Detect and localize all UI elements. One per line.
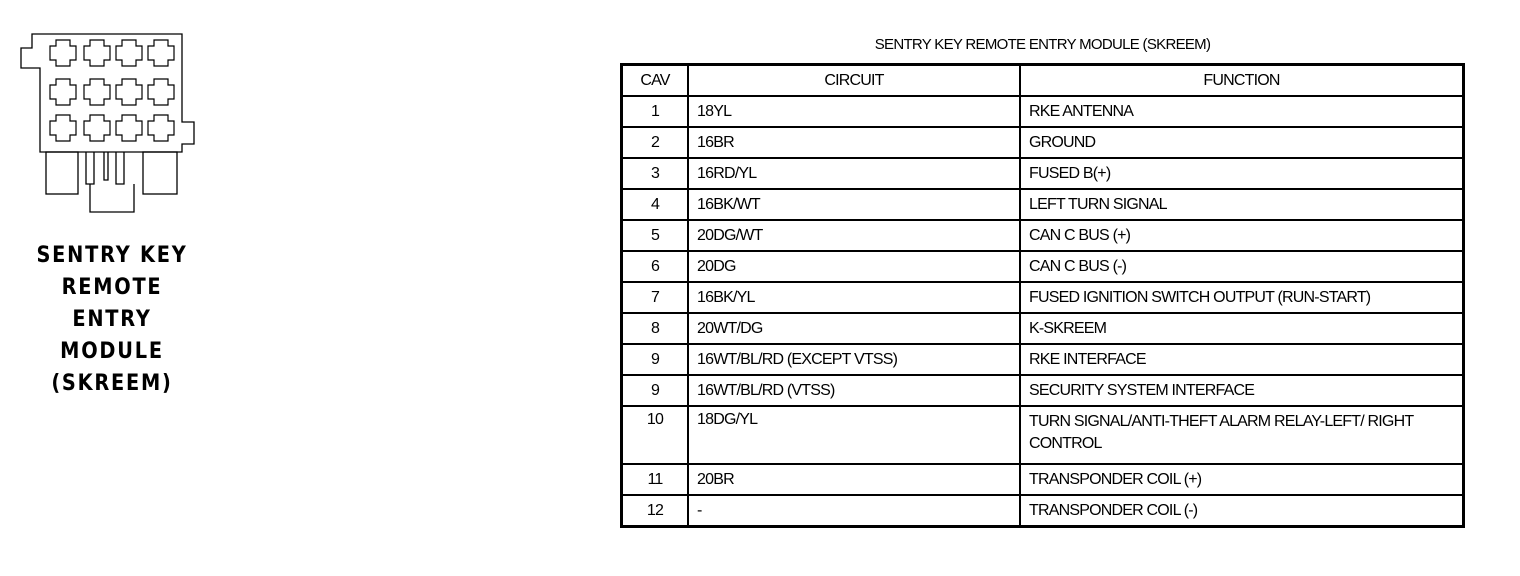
- cell-function: FUSED IGNITION SWITCH OUTPUT (RUN-START): [1020, 282, 1464, 313]
- cell-cav: 9: [622, 375, 689, 406]
- cell-circuit: -: [688, 495, 1020, 527]
- terminal-cavity-5: [50, 79, 76, 105]
- header-circuit: CIRCUIT: [688, 65, 1020, 97]
- cell-function: TRANSPONDER COIL (-): [1020, 495, 1464, 527]
- table-title: SENTRY KEY REMOTE ENTRY MODULE (SKREEM): [874, 36, 1211, 53]
- table-row: [622, 313, 1464, 344]
- cell-cav: 3: [622, 158, 689, 189]
- cell-function: SECURITY SYSTEM INTERFACE: [1020, 375, 1464, 406]
- cell-cav: 10: [622, 406, 689, 464]
- cell-function: TURN SIGNAL/ANTI-THEFT ALARM RELAY-LEFT/ RIGHT CONTROL: [1020, 406, 1464, 464]
- pinout-table: [620, 63, 1465, 528]
- module-label: [33, 240, 191, 400]
- cell-cav: 7: [622, 282, 689, 313]
- header-function: FUNCTION: [1020, 65, 1464, 97]
- terminal-cavity-11: [116, 115, 142, 141]
- cell-circuit: 16RD/YL: [688, 158, 1020, 189]
- cell-cav: 2: [622, 127, 689, 158]
- cell-cav: 12: [622, 495, 689, 527]
- cell-cav: 11: [622, 464, 689, 495]
- module-label-line-2: REMOTE: [61, 275, 163, 300]
- terminal-cavity-9: [50, 115, 76, 141]
- header-cav: CAV: [622, 65, 689, 97]
- terminal-cavity-8: [148, 79, 174, 105]
- cell-circuit: 18DG/YL: [688, 406, 1020, 464]
- cell-cav: 6: [622, 251, 689, 282]
- cell-cav: 4: [622, 189, 689, 220]
- connector-outline-svg: [18, 30, 203, 215]
- table-row: [622, 344, 1464, 375]
- cell-cav: 5: [622, 220, 689, 251]
- table-row: [622, 220, 1464, 251]
- cell-function: CAN C BUS (-): [1020, 251, 1464, 282]
- cell-function: CAN C BUS (+): [1020, 220, 1464, 251]
- terminal-cavity-12: [148, 115, 174, 141]
- terminal-cavity-6: [84, 79, 110, 105]
- table-row: [622, 251, 1464, 282]
- table-row: [622, 158, 1464, 189]
- module-label-line-3: ENTRY: [72, 307, 152, 332]
- cell-circuit: 18YL: [688, 96, 1020, 127]
- cell-function: TRANSPONDER COIL (+): [1020, 464, 1464, 495]
- cell-circuit: 20BR: [688, 464, 1020, 495]
- cell-function: K-SKREEM: [1020, 313, 1464, 344]
- table-row: [622, 189, 1464, 220]
- cell-circuit: 20WT/DG: [688, 313, 1020, 344]
- cell-function: LEFT TURN SIGNAL: [1020, 189, 1464, 220]
- cell-function: RKE INTERFACE: [1020, 344, 1464, 375]
- terminal-cavity-2: [84, 40, 110, 66]
- terminal-cavity-4: [148, 40, 174, 66]
- table-row: [622, 406, 1464, 464]
- cell-circuit: 16WT/BL/RD (VTSS): [688, 375, 1020, 406]
- cell-function: GROUND: [1020, 127, 1464, 158]
- table-row: [622, 282, 1464, 313]
- connector-face-diagram: [18, 30, 203, 215]
- module-label-line-5: (SKREEM): [51, 371, 173, 396]
- cell-circuit: 16WT/BL/RD (EXCEPT VTSS): [688, 344, 1020, 375]
- cell-function: FUSED B(+): [1020, 158, 1464, 189]
- module-label-line-4: MODULE: [60, 339, 164, 364]
- cell-cav: 8: [622, 313, 689, 344]
- cell-circuit: 20DG/WT: [688, 220, 1020, 251]
- cell-circuit: 20DG: [688, 251, 1020, 282]
- terminal-cavity-10: [84, 115, 110, 141]
- terminal-cavity-1: [50, 40, 76, 66]
- module-label-line-1: SENTRY KEY: [36, 243, 188, 268]
- table-header-row: [622, 65, 1464, 97]
- cell-circuit: 16BR: [688, 127, 1020, 158]
- table-row: [622, 495, 1464, 527]
- table-row: [622, 96, 1464, 127]
- cell-circuit: 16BK/YL: [688, 282, 1020, 313]
- cell-function: RKE ANTENNA: [1020, 96, 1464, 127]
- cell-circuit: 16BK/WT: [688, 189, 1020, 220]
- table-row: [622, 127, 1464, 158]
- terminal-cavity-3: [116, 40, 142, 66]
- table-row: [622, 464, 1464, 495]
- cell-cav: 1: [622, 96, 689, 127]
- cell-cav: 9: [622, 344, 689, 375]
- terminal-cavity-7: [116, 79, 142, 105]
- table-row: [622, 375, 1464, 406]
